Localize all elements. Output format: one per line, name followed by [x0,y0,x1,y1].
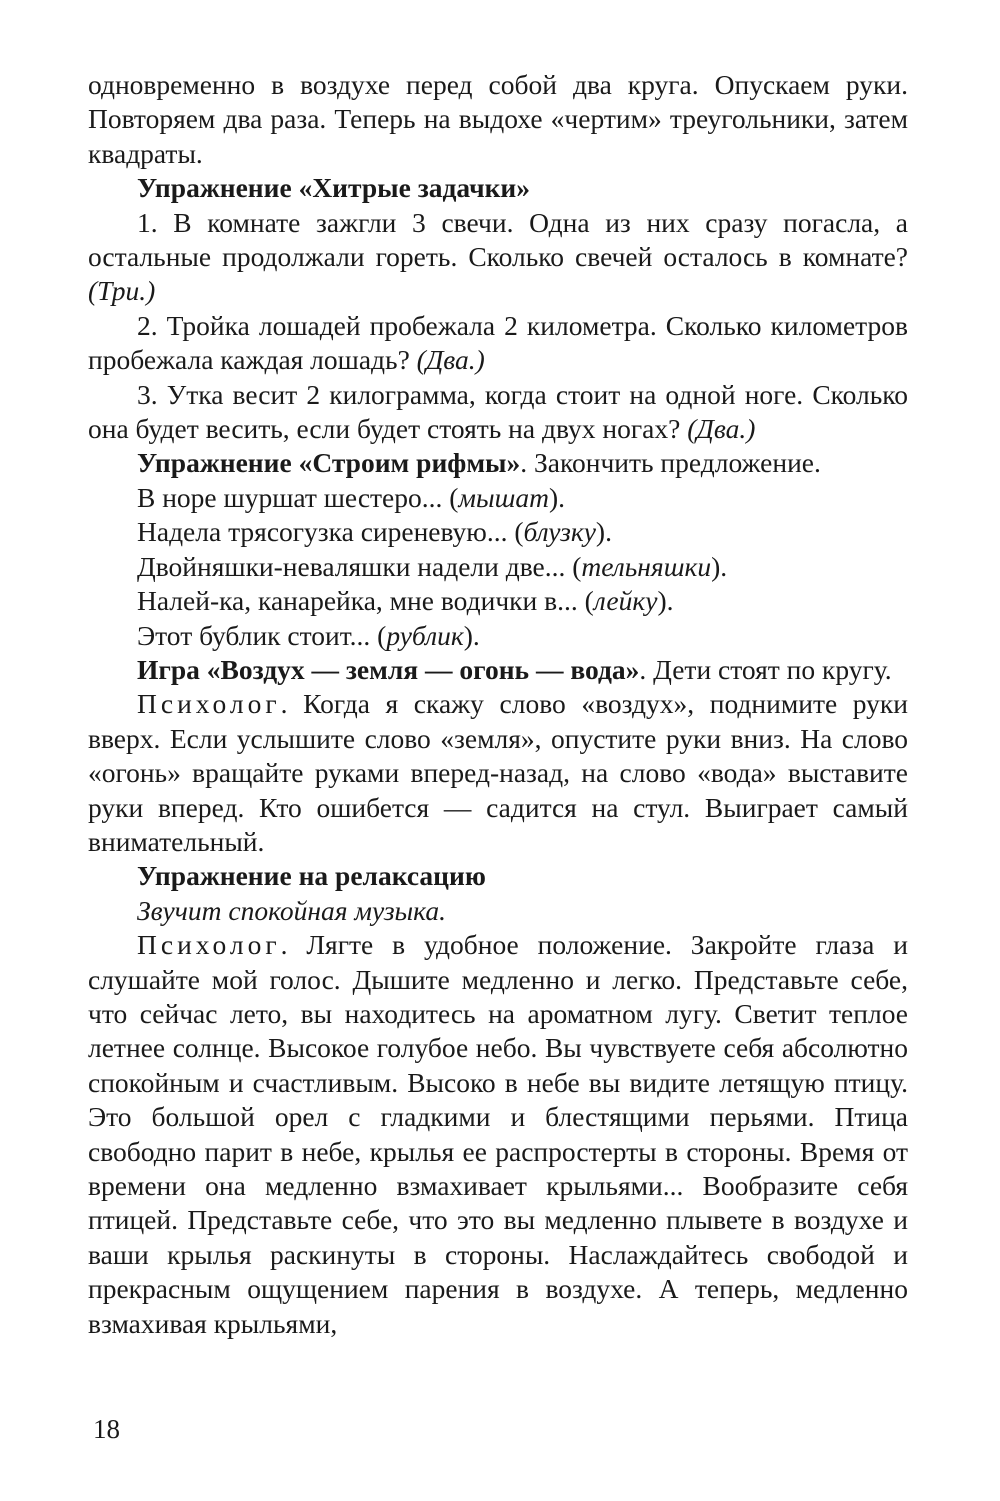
speech-text: . Когда я скажу слово «воздух», поднимите руки вверх. Если услышите слово «земля», опустите руки вниз. На слово «огонь» вращайте руками вперед-назад, на слово «вода» выставите руки вперед. Кто ошибется — садится на стул. Выиграет самый внимательный. [88,688,908,857]
game-intro: . Дети стоят по кругу. [639,653,892,685]
rhyme-line [88,515,908,549]
rhyme-text: Этот бублик стоит... ( [137,619,387,651]
task-item [88,206,908,309]
task-answer: (Два.) [687,413,756,445]
rhyme-line [88,584,908,618]
speaker-label: Психолог [137,688,281,720]
rhyme-close: ). [463,619,480,651]
task-text: 1. В комнате зажгли 3 свечи. Одна из них сразу погасла, а остальные продолжали гореть. Сколько свечей осталось в комнате? [88,206,908,273]
speaker-label: Психолог [137,929,281,961]
task-item [88,378,908,447]
rhyme-line [88,481,908,515]
rhyme-answer: лейку [593,585,658,617]
rhyme-answer: тельняшки [581,550,712,582]
instruction-text: . Закончить предложение. [520,447,821,479]
rhyme-text: Надела трясогузка сиреневую... ( [137,516,524,548]
game-heading [88,653,908,687]
rhyme-answer: блузку [523,516,596,548]
note-text: Звучит спокойная музыка. [137,894,446,926]
rhyme-close: ). [595,516,612,548]
task-text: 2. Тройка лошадей пробежала 2 километра. Сколько километров пробежала каждая лошадь? [88,309,908,376]
rhyme-answer: мышат [458,481,549,513]
rhyme-line [88,619,908,653]
rhyme-text: В норе шуршат шестеро... ( [137,481,459,513]
speech-text: . Лягте в удобное положение. Закройте глаза и слушайте мой голос. Дышите медленно и легко. Представьте себе, что сейчас лето, вы находитесь на ароматном лугу. Светит теплое летнее солнце. Высокое голубое небо. Вы чувствуете себя абсолютно спокойным и счастливым. Высоко в небе вы видите летящую птицу. Это большой орел с гладкими и блестящими перьями. Птица свободно парит в небе, крылья ее распростерты в стороны. Время от времени она медленно взмахивает крыльями... Вообразите себя птицей. Представьте себе, что это вы медленно плывете в воздухе и ваши крылья раскинуты в стороны. Наслаждайтесь свободой и прекрасным ощущением парения в воздухе. А теперь, медленно взмахивая крыльями, [88,929,908,1339]
rhyme-text: Двойняшки-неваляшки надели две... ( [137,550,582,582]
relaxation-speech [88,928,908,1341]
relaxation-note [88,894,908,928]
exercise-heading-rhymes [88,446,908,480]
page-body [88,68,908,1341]
rhyme-close: ). [657,585,674,617]
heading-text: Упражнение «Хитрые задачки» [137,172,531,204]
heading-text: Игра «Воздух — земля — огонь — вода» [137,653,640,685]
game-speech [88,687,908,859]
heading-text: Упражнение на релаксацию [137,860,486,892]
task-answer: (Три.) [88,275,156,307]
paragraph-intro: одновременно в воздухе перед собой два круга. Опускаем руки. Повторяем два раза. Теперь на выдохе «чертим» треугольники, затем квадраты. [88,69,908,169]
task-text: 3. Утка весит 2 килограмма, когда стоит на одной ноге. Сколько она будет весить, если будет стоять на двух ногах? [88,378,908,445]
rhyme-line [88,550,908,584]
page-number: 18 [93,1414,120,1444]
task-item [88,309,908,378]
task-answer: (Два.) [416,344,485,376]
rhyme-text: Налей-ка, канарейка, мне водички в... ( [137,585,594,617]
heading-text: Упражнение «Строим рифмы» [137,447,521,479]
rhyme-close: ). [711,550,728,582]
relaxation-heading [88,859,908,893]
rhyme-answer: рублик [386,619,464,651]
rhyme-close: ). [548,481,565,513]
exercise-heading-tricky-tasks [88,171,908,205]
